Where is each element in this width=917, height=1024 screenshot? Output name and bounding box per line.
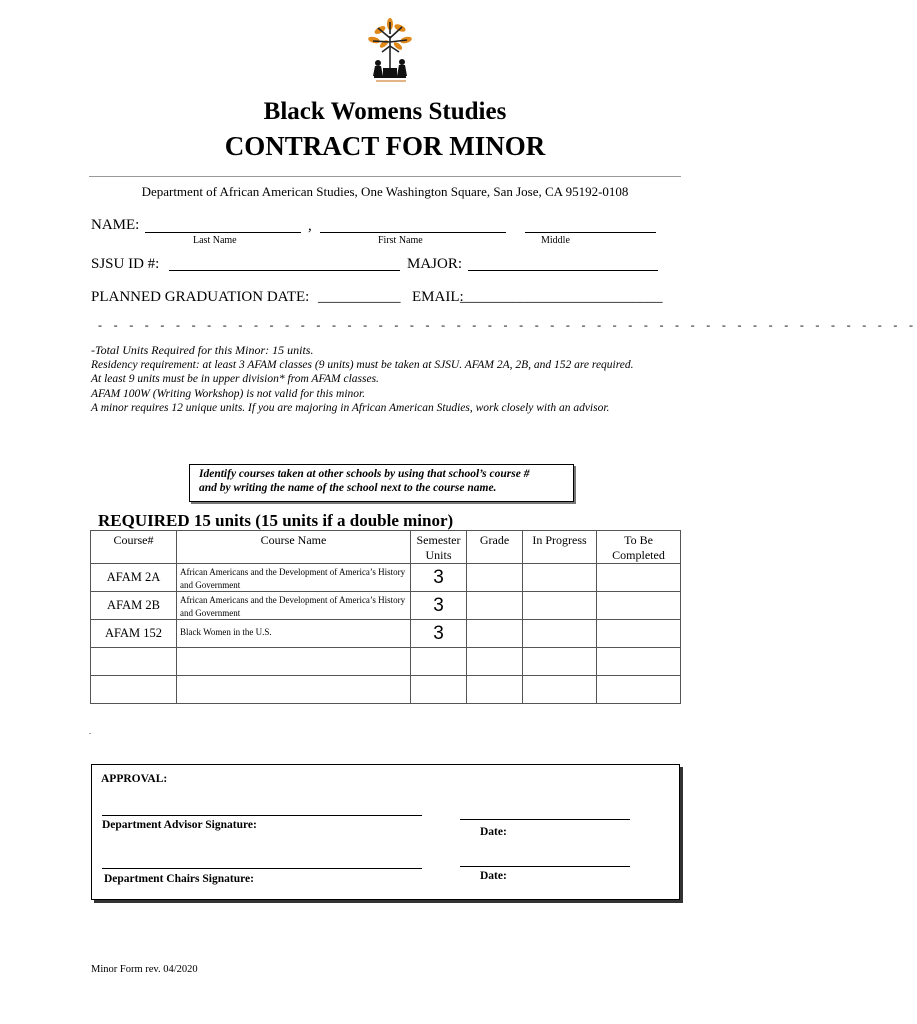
advisor-signature-line[interactable] [102, 815, 422, 816]
course-number-cell: AFAM 2A [91, 564, 177, 592]
course-name-cell: African Americans and the Development of America’s History and Government [177, 592, 411, 620]
chairs-signature-label: Department Chairs Signature: [104, 873, 254, 885]
to-be-completed-cell[interactable] [597, 564, 681, 592]
last-name-field[interactable] [145, 232, 301, 233]
sjsu-id-label: SJSU ID #: [91, 256, 160, 272]
semester-units-cell: 3 [411, 592, 467, 620]
sjsu-id-field[interactable] [169, 270, 400, 271]
graduation-date-field[interactable]: ___________ [318, 289, 401, 305]
grade-cell[interactable] [467, 676, 523, 704]
identify-line-1: Identify courses taken at other schools by using that school’s course # [199, 468, 530, 480]
email-label: EMAIL: [412, 289, 464, 305]
chairs-signature-line[interactable] [102, 868, 422, 869]
course-number-cell: AFAM 2B [91, 592, 177, 620]
table-row [91, 564, 681, 592]
course-number-cell[interactable] [91, 676, 177, 704]
course-name-cell: African Americans and the Development of America’s History and Government [177, 564, 411, 592]
course-name-cell: Black Women in the U.S. [177, 620, 411, 648]
grade-cell[interactable] [467, 620, 523, 648]
header-divider [89, 176, 681, 177]
to-be-completed-cell[interactable] [597, 620, 681, 648]
note-total-units: -Total Units Required for this Minor: 15 units. [91, 343, 314, 357]
grade-cell[interactable] [467, 564, 523, 592]
note-afam-100w: AFAM 100W (Writing Workshop) is not valid for this minor. [91, 387, 366, 400]
column-header-to-be-completed: To Be Completed [597, 531, 681, 564]
title-line-1: Black Womens Studies [263, 98, 507, 125]
middle-name-caption: Middle [541, 235, 570, 246]
note-unique-units: A minor requires 12 unique units. If you are majoring in African American Studies, work closely with an advisor. [91, 402, 610, 415]
column-header-grade: Grade [467, 531, 523, 564]
name-label: NAME: [91, 217, 140, 233]
last-name-caption: Last Name [193, 235, 237, 246]
email-field[interactable]: ___________________________ [460, 289, 663, 305]
chairs-date-line[interactable] [460, 866, 630, 867]
approval-box [91, 764, 680, 900]
in-progress-cell[interactable] [523, 564, 597, 592]
stray-mark: . [89, 727, 91, 736]
advisor-date-line[interactable] [460, 819, 630, 820]
major-label: MAJOR: [407, 256, 463, 272]
graduation-date-label: PLANNED GRADUATION DATE: [91, 289, 310, 305]
first-name-field[interactable] [320, 232, 506, 233]
in-progress-cell[interactable] [523, 620, 597, 648]
table-row [91, 592, 681, 620]
in-progress-cell[interactable] [523, 648, 597, 676]
table-row [91, 620, 681, 648]
identify-courses-box [189, 464, 574, 502]
table-row [91, 648, 681, 676]
course-name-cell[interactable] [177, 648, 411, 676]
dashed-separator: - - - - - - - - - - - - - - - - - - - - - - - - - - - - - - - - - - - - - - - - - - - - - - - - - - - - - [98, 318, 917, 332]
note-residency: Residency requirement: at least 3 AFAM classes (9 units) must be taken at SJSU. AFAM 2A, 2B, and 152 are required. [91, 358, 634, 371]
first-name-caption: First Name [378, 235, 423, 246]
department-logo [360, 16, 422, 86]
semester-units-cell: 3 [411, 620, 467, 648]
major-field[interactable] [468, 270, 658, 271]
form-revision-footer: Minor Form rev. 04/2020 [91, 964, 198, 975]
column-header-course-number: Course# [91, 531, 177, 564]
table-row [91, 676, 681, 704]
table-header-row [91, 531, 681, 564]
advisor-signature-label: Department Advisor Signature: [102, 819, 257, 831]
semester-units-cell: 3 [411, 564, 467, 592]
column-header-semester-units: Semester Units [411, 531, 467, 564]
approval-heading: APPROVAL: [101, 773, 168, 785]
identify-line-2: and by writing the name of the school next to the course name. [199, 481, 497, 494]
column-header-in-progress: In Progress [523, 531, 597, 564]
title-line-2: CONTRACT FOR MINOR [224, 131, 546, 161]
course-number-cell: AFAM 152 [91, 620, 177, 648]
semester-units-cell[interactable] [411, 648, 467, 676]
to-be-completed-cell[interactable] [597, 676, 681, 704]
required-courses-table [90, 530, 681, 704]
grade-cell[interactable] [467, 592, 523, 620]
required-heading: REQUIRED 15 units (15 units if a double minor) [98, 511, 454, 530]
department-address: Department of African American Studies, One Washington Square, San Jose, CA 95192-0108 [141, 184, 629, 199]
note-upper-division: At least 9 units must be in upper division* from AFAM classes. [91, 373, 379, 386]
semester-units-cell[interactable] [411, 676, 467, 704]
to-be-completed-cell[interactable] [597, 592, 681, 620]
in-progress-cell[interactable] [523, 592, 597, 620]
to-be-completed-cell[interactable] [597, 648, 681, 676]
grade-cell[interactable] [467, 648, 523, 676]
requirements-notes [91, 343, 691, 416]
course-number-cell[interactable] [91, 648, 177, 676]
chairs-date-label: Date: [480, 870, 507, 882]
middle-name-field[interactable] [525, 232, 656, 233]
tree-logo-icon [360, 16, 422, 86]
course-name-cell[interactable] [177, 676, 411, 704]
column-header-course-name: Course Name [177, 531, 411, 564]
advisor-date-label: Date: [480, 826, 507, 838]
name-comma: , [308, 218, 312, 234]
in-progress-cell[interactable] [523, 676, 597, 704]
